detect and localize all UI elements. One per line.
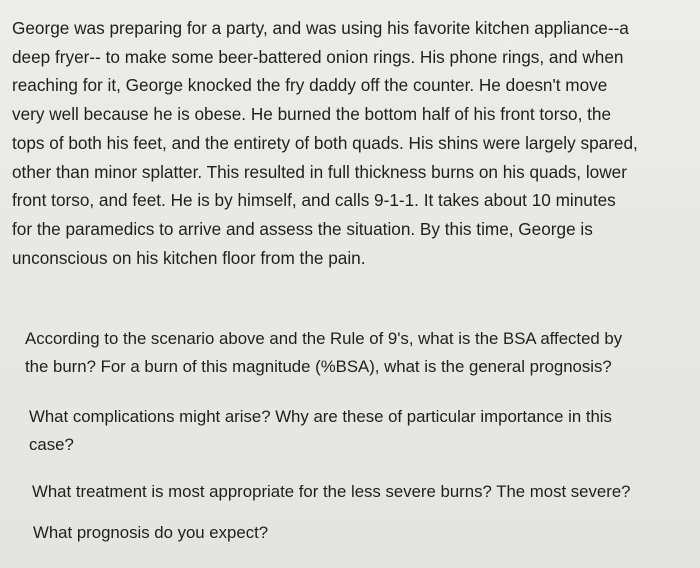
scenario-line: for the paramedics to arrive and assess the situation. By this time, George is [12,218,593,239]
scenario-line: other than minor splatter. This resulted in full thickness burns on his quads, lower [12,161,627,182]
question-prognosis [33,519,268,547]
question-line: According to the scenario above and the Rule of 9's, what is the BSA affected by [25,329,623,348]
scenario-line: tops of both his feet, and the entirety of both quads. His shins were largely spared, [12,132,638,153]
scenario-line: unconscious on his kitchen floor from the pain. [12,247,366,268]
scenario-line: front torso, and feet. He is by himself, and calls 9-1-1. It takes about 10 minutes [12,190,616,211]
question-complications [29,403,612,458]
question-treatment [32,478,631,506]
scenario-line: reaching for it, George knocked the fry daddy off the counter. He doesn't move [12,75,608,96]
scenario-line: deep fryer-- to make some beer-battered onion rings. His phone rings, and when [12,46,624,67]
scenario-paragraph [12,14,696,272]
question-line: the burn? For a burn of this magnitude (%BSA), what is the general prognosis? [25,356,612,376]
question-line: case? [29,434,74,454]
question-bsa-prognosis [25,325,622,380]
question-line: What treatment is most appropriate for the less severe burns? The most severe? [32,482,631,501]
scenario-line: very well because he is obese. He burned the bottom half of his front torso, the [12,104,612,125]
scenario-line: George was preparing for a party, and was using his favorite kitchen appliance--a [12,18,629,38]
question-line: What complications might arise? Why are these of particular importance in this [29,407,612,426]
question-line: What prognosis do you expect? [33,523,269,542]
